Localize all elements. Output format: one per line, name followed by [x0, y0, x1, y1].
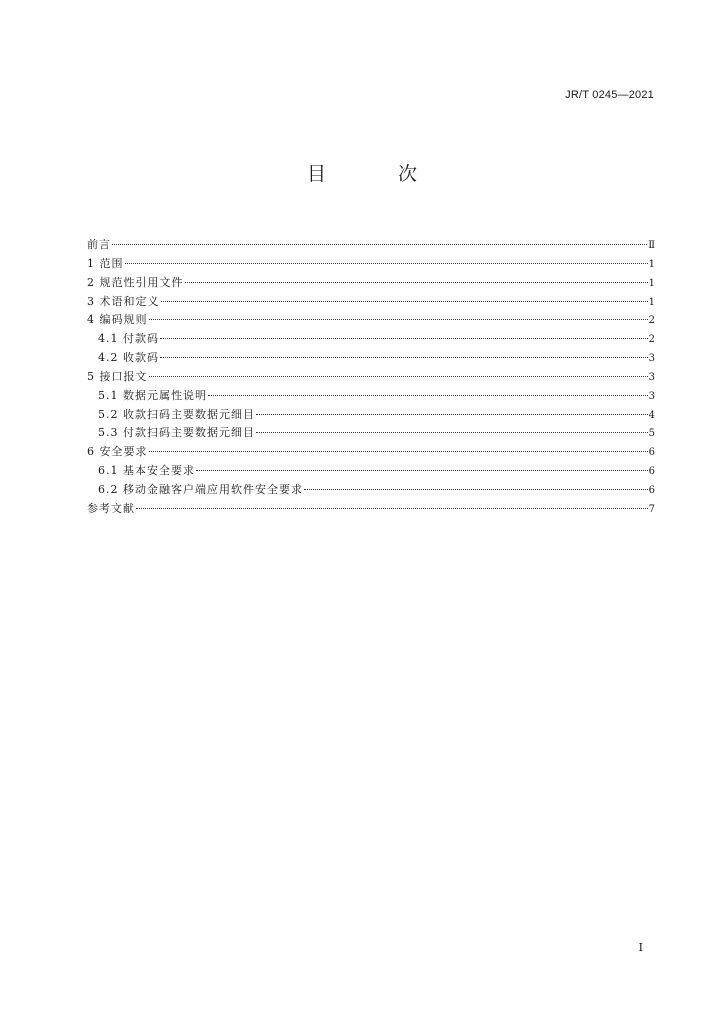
- toc-entry[interactable]: [87, 274, 655, 293]
- toc-entry[interactable]: [87, 349, 655, 368]
- toc-dot-leader: [149, 375, 648, 377]
- toc-list: [87, 236, 655, 519]
- toc-entry[interactable]: [87, 500, 655, 519]
- toc-dot-leader: [196, 469, 648, 471]
- document-code: JR/T 0245—2021: [565, 89, 654, 101]
- toc-entry-page: 1: [648, 296, 655, 308]
- toc-entry-page: 7: [648, 503, 655, 515]
- toc-entry-label: 5 接口报文: [87, 369, 148, 383]
- toc-entry[interactable]: [87, 255, 655, 274]
- toc-entry-page: 3: [648, 390, 655, 402]
- toc-dot-leader: [160, 356, 648, 358]
- toc-dot-leader: [160, 337, 648, 339]
- toc-entry[interactable]: [87, 406, 655, 425]
- toc-dot-leader: [136, 507, 648, 509]
- toc-entry[interactable]: [87, 481, 655, 500]
- toc-entry-page: 6: [648, 466, 655, 478]
- toc-entry-label: 6.2 移动金融客户端应用软件安全要求: [98, 482, 303, 496]
- toc-entry-page: Ⅱ: [648, 240, 655, 251]
- toc-entry-label: 5.1 数据元属性说明: [98, 388, 207, 402]
- toc-entry-label: 4.1 付款码: [98, 332, 159, 346]
- toc-entry-label: 6 安全要求: [87, 445, 148, 459]
- toc-dot-leader: [185, 281, 648, 283]
- toc-entry-label: 2 规范性引用文件: [87, 275, 184, 289]
- toc-entry[interactable]: [87, 311, 655, 330]
- toc-entry-page: 1: [648, 258, 655, 270]
- toc-dot-leader: [161, 300, 648, 302]
- toc-entry-label: 4.2 收款码: [98, 351, 159, 365]
- toc-entry-page: 6: [648, 447, 655, 459]
- toc-entry-label: 5.3 付款扫码主要数据元细目: [98, 426, 255, 440]
- toc-entry[interactable]: [87, 236, 655, 255]
- toc-entry-label: 5.2 收款扫码主要数据元细目: [98, 407, 255, 421]
- toc-title: 目 次: [306, 163, 451, 185]
- toc-entry-page: 5: [648, 428, 655, 440]
- toc-entry-page: 3: [648, 353, 655, 365]
- toc-entry-page: 2: [648, 334, 655, 346]
- toc-dot-leader: [208, 394, 648, 396]
- toc-dot-leader: [256, 431, 648, 433]
- toc-entry[interactable]: [87, 387, 655, 406]
- toc-entry-page: 6: [648, 484, 655, 496]
- toc-dot-leader: [304, 488, 648, 490]
- toc-entry[interactable]: [87, 293, 655, 312]
- toc-dot-leader: [256, 413, 648, 415]
- toc-dot-leader: [125, 262, 648, 264]
- toc-entry-label: 前言: [87, 238, 111, 251]
- toc-entry-page: 4: [648, 409, 655, 421]
- toc-entry[interactable]: [87, 368, 655, 387]
- toc-entry[interactable]: [87, 462, 655, 481]
- toc-dot-leader: [149, 450, 648, 452]
- page-number: I: [638, 941, 643, 954]
- toc-entry-page: 2: [648, 315, 655, 327]
- toc-entry-page: 1: [648, 277, 655, 289]
- toc-entry-label: 3 术语和定义: [87, 294, 160, 308]
- toc-entry[interactable]: [87, 424, 655, 443]
- toc-entry-label: 1 范围: [87, 256, 124, 270]
- toc-entry[interactable]: [87, 330, 655, 349]
- toc-entry-label: 4 编码规则: [87, 313, 148, 327]
- toc-entry[interactable]: [87, 443, 655, 462]
- toc-dot-leader: [149, 318, 648, 320]
- toc-entry-page: 3: [648, 371, 655, 383]
- toc-entry-label: 6.1 基本安全要求: [98, 464, 195, 478]
- toc-entry-label: 参考文献: [87, 501, 135, 515]
- toc-dot-leader: [112, 243, 647, 245]
